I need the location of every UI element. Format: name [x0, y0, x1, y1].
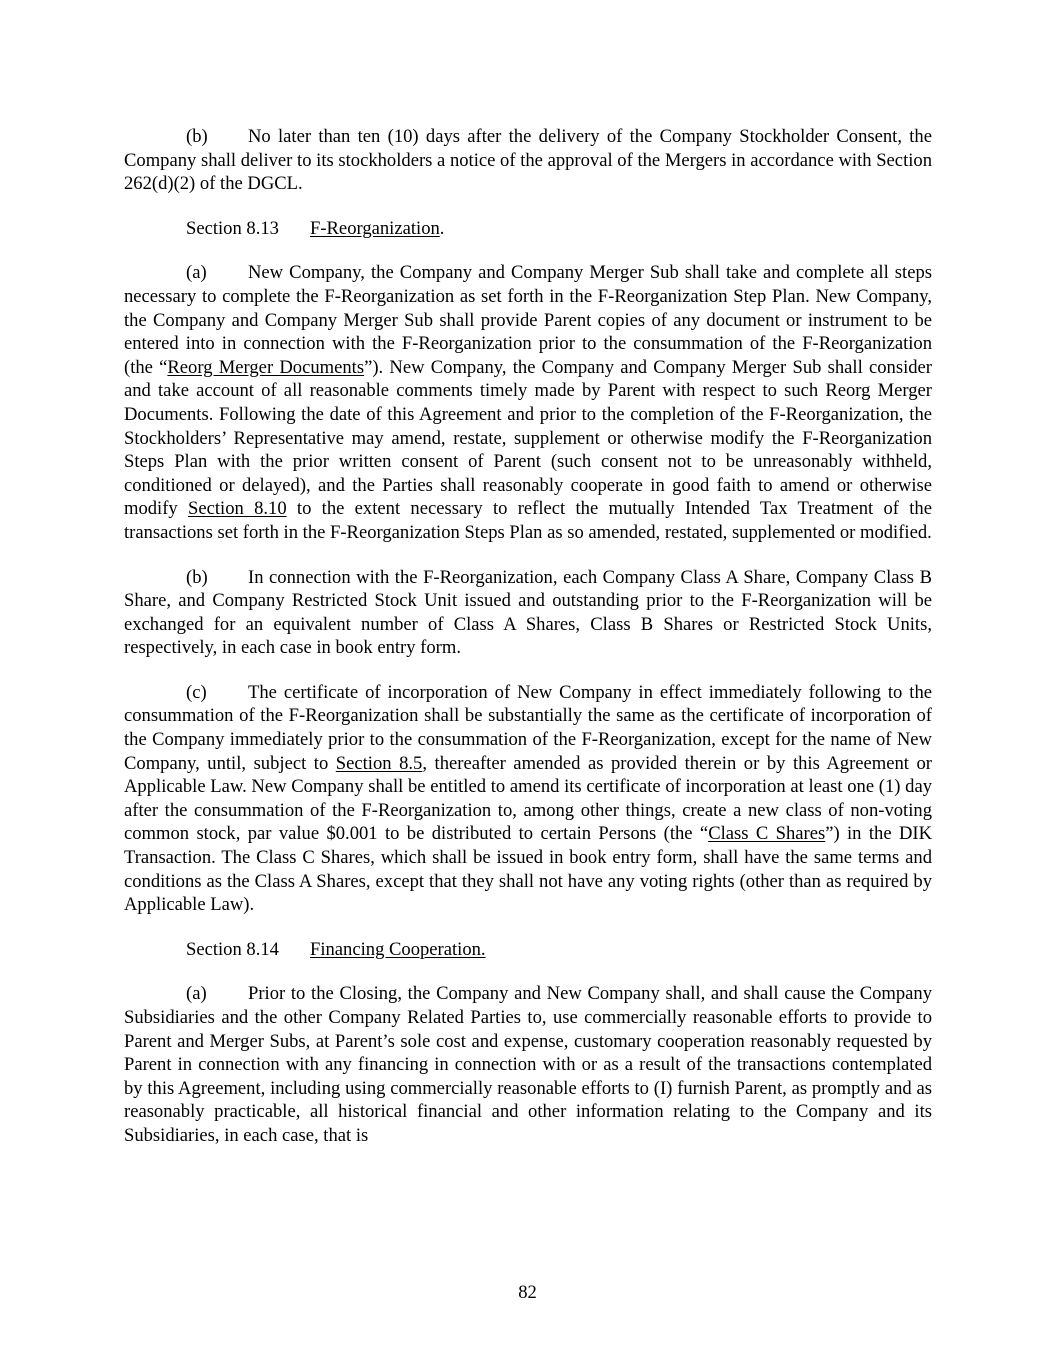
page-body: [124, 125, 932, 1148]
section-number: Section 8.14: [186, 938, 279, 960]
defined-term: Reorg Merger Documents: [167, 356, 365, 378]
cross-reference: Section 8.5: [335, 752, 423, 774]
paragraph-text: In connection with the F-Reorganization, each Company Class A Share, Company Class B Share, and Company Restricted Stock Unit issued and outstanding prior to the F-Reorganization will be exchanged for an equivalent number of Class A Shares, Class B Shares or Restricted Stock Units, respectively, in each case in book entry form.: [124, 566, 932, 659]
paragraph-text: Prior to the Closing, the Company and New Company shall, and shall cause the Company Subsidiaries and the other Company Related Parties to, use commercially reasonable efforts to provide to Parent and Merger Subs, at Parent’s sole cost and expense, customary cooperation reasonably requested by Parent in connection with any financing in connection with or as a result of the transactions contemplated by this Agreement, including using commercially reasonable efforts to (I) furnish Parent, as promptly and as reasonably practicable, all historical financial and other information relating to the Company and its Subsidiaries, in each case, that is: [124, 983, 932, 1146]
paragraph-8-12-b: [124, 125, 932, 196]
paragraph-label: (c): [186, 681, 207, 703]
section-heading-8-14: [186, 938, 932, 962]
section-title: F-Reorganization: [310, 217, 440, 239]
paragraph-8-13-a: [124, 261, 932, 544]
paragraph-text: New Company, the Company and Company Merger Sub shall take and complete all steps necessary to complete the F-Reorganization as set forth in the F-Reorganization Step Plan. New Company, the Company and Company Merger Sub shall provide Parent copies of any document or instrument to be entered into in connection with the F-Reorganization prior to the consummation of the F-Reorganization (the “: [124, 262, 932, 378]
paragraph-label: (a): [186, 983, 207, 1005]
paragraph-text: No later than ten (10) days after the delivery of the Company Stockholder Consent, the Company shall deliver to its stockholders a notice of the approval of the Mergers in accordance with Section 262(d)(2) of the DGCL.: [124, 126, 932, 195]
section-heading-8-13: [186, 217, 932, 241]
paragraph-label: (a): [186, 262, 207, 284]
paragraph-8-13-c: [124, 681, 932, 917]
section-title-period: .: [439, 217, 445, 239]
paragraph-text: to the extent necessary to reflect the mutually Intended Tax Treatment of the transactions set forth in the F-Reorganization Steps Plan as so amended, restated, supplemented or modified.: [124, 498, 932, 543]
paragraph-text: ”). New Company, the Company and Company Merger Sub shall consider and take account of all reasonable comments timely made by Parent with respect to such Reorg Merger Documents. Following the date of this Agreement and prior to the completion of the F-Reorganization, the Stockholders’ Representative may amend, restate, supplement or otherwise modify the F-Reorganization Steps Plan with the prior written consent of Parent (such consent not to be unreasonably withheld, conditioned or delayed), and the Parties shall reasonably cooperate in good faith to amend or otherwise modify: [124, 356, 932, 520]
paragraph-label: (b): [186, 566, 208, 588]
page-number: 82: [518, 1282, 537, 1303]
defined-term: Class C Shares: [708, 823, 826, 845]
cross-reference: Section 8.10: [188, 498, 287, 520]
section-number: Section 8.13: [186, 217, 279, 239]
paragraph-text: The certificate of incorporation of New Company in effect immediately following to the consummation of the F-Reorganization shall be substantially the same as the certificate of incorporation of the Company immediately prior to the consummation of the F-Reorganization, except for the name of New Company, until, subject to: [124, 681, 932, 774]
paragraph-text: , thereafter amended as provided therein or by this Agreement or Applicable Law. New Company shall be entitled to amend its certificate of incorporation at least one (1) day after the consummation of the F-Reorganization to, among other things, create a new class of non-voting common stock, par value $0.001 to be distributed to certain Persons (the “: [124, 752, 932, 845]
paragraph-8-14-a: [124, 982, 932, 1147]
paragraph-label: (b): [186, 126, 208, 147]
paragraph-text: ”) in the DIK Transaction. The Class C Shares, which shall be issued in book entry form, shall have the same terms and conditions as the Class A Shares, except that they shall not have any voting rights (other than as required by Applicable Law).: [124, 823, 932, 916]
section-title: Financing Cooperation.: [310, 938, 486, 960]
paragraph-8-13-b: [124, 566, 932, 660]
